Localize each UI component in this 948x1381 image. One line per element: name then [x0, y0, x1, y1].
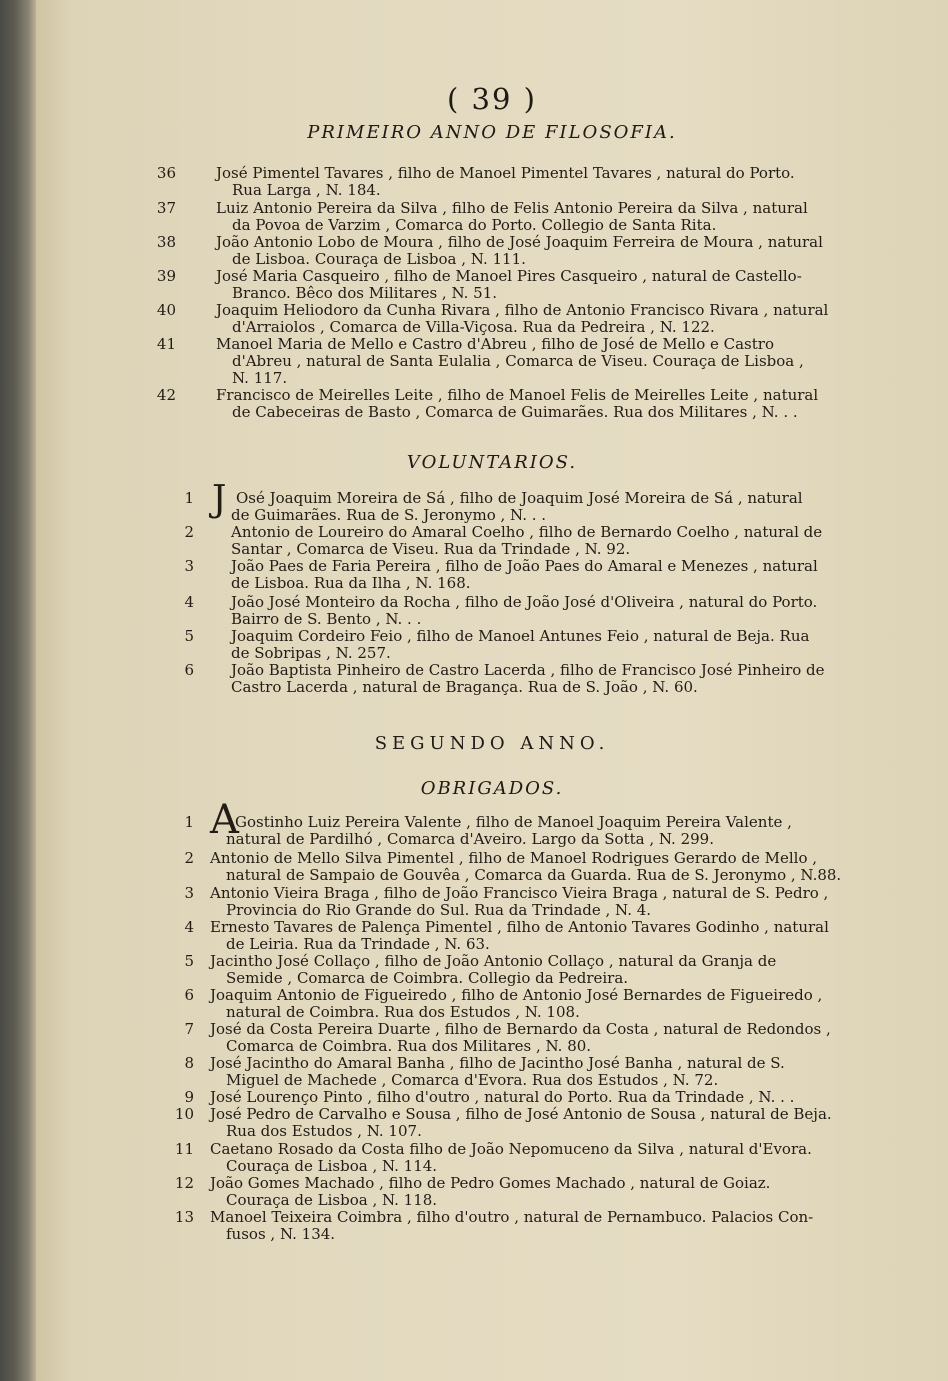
entry-number: 38: [156, 233, 176, 251]
entry-line: Castro Lacerda , natural de Bragança. Rua de S. João , N. 60.: [231, 678, 698, 696]
entry-line: Gostinho Luiz Pereira Valente , filho de Manoel Joaquim Pereira Valente ,: [235, 813, 792, 831]
entry-number: 4: [184, 593, 194, 611]
entry-number: 2: [184, 523, 194, 541]
entry-line: João Antonio Lobo de Moura , filho de José Joaquim Ferreira de Moura , natural: [216, 233, 823, 251]
entry-line: Ernesto Tavares de Palença Pimentel , filho de Antonio Tavares Godinho , natural: [210, 918, 829, 936]
entry-line: natural de Coimbra. Rua dos Estudos , N. 108.: [226, 1003, 580, 1021]
entry-line: Antonio de Mello Silva Pimentel , filho de Manoel Rodrigues Gerardo de Mello ,: [210, 849, 818, 867]
entry-line: Luiz Antonio Pereira da Silva , filho de Felis Antonio Pereira da Silva , natural: [216, 199, 808, 217]
entry-line: Antonio Vieira Braga , filho de João Francisco Vieira Braga , natural de S. Pedro ,: [210, 884, 829, 902]
entry-line: Rua Larga , N. 184.: [232, 181, 381, 199]
book-binding: [0, 0, 36, 1381]
entry-line: José Jacintho do Amaral Banha , filho de Jacintho José Banha , natural de S.: [210, 1054, 785, 1072]
entry-number: 39: [156, 267, 176, 285]
drop-cap-a: A: [210, 797, 239, 843]
entry-line: Joaquim Cordeiro Feio , filho de Manoel Antunes Feio , natural de Beja. Rua: [231, 627, 810, 645]
entry-line: Antonio de Loureiro do Amaral Coelho , filho de Bernardo Coelho , natural de: [231, 523, 823, 541]
entry-line: Jacintho José Collaço , filho de João Antonio Collaço , natural da Granja de: [210, 952, 777, 970]
entry-line: de Leiria. Rua da Trindade , N. 63.: [226, 935, 490, 953]
entry-line: Bairro de S. Bento , N. . .: [231, 610, 422, 628]
entry-number: 2: [184, 849, 194, 867]
entry-number: 3: [184, 557, 194, 575]
entry-number: 4: [184, 918, 194, 936]
entry-line: d'Arraiolos , Comarca de Villa-Viçosa. Rua da Pedreira , N. 122.: [232, 318, 715, 336]
entry-line: João Gomes Machado , filho de Pedro Gomes Machado , natural de Goiaz.: [210, 1174, 771, 1192]
entry-number: 1: [184, 813, 194, 831]
entry-number: 40: [156, 301, 176, 319]
entry-line: José Lourenço Pinto , filho d'outro , natural do Porto. Rua da Trindade , N. . .: [210, 1088, 795, 1106]
drop-cap-j: J: [212, 479, 227, 520]
subheading-obrigados: OBRIGADOS.: [420, 778, 564, 799]
entry-line: João Paes de Faria Pereira , filho de João Paes do Amaral e Menezes , natural: [231, 557, 818, 575]
entry-line: José da Costa Pereira Duarte , filho de Bernardo da Costa , natural de Redondos ,: [210, 1020, 831, 1038]
entry-line: natural de Sampaio de Gouvêa , Comarca da Guarda. Rua de S. Jeronymo , N.88.: [226, 866, 842, 884]
entry-number: 11: [174, 1140, 194, 1158]
entry-line: de Lisboa. Couraça de Lisboa , N. 111.: [232, 250, 526, 268]
entry-line: N. 117.: [232, 369, 288, 387]
entry-number: 12: [174, 1174, 194, 1192]
entry-line: d'Abreu , natural de Santa Eulalia , Comarca de Viseu. Couraça de Lisboa ,: [232, 352, 804, 370]
section-heading-primeiro-anno: PRIMEIRO ANNO DE FILOSOFIA.: [307, 122, 677, 143]
entry-number: 8: [184, 1054, 194, 1072]
entry-number: 6: [184, 986, 194, 1004]
section-heading-voluntarios: VOLUNTARIOS.: [406, 452, 578, 473]
entry-number: 6: [184, 661, 194, 679]
entry-line: Osé Joaquim Moreira de Sá , filho de Joaquim José Moreira de Sá , natural: [236, 489, 803, 507]
entry-line: José Maria Casqueiro , filho de Manoel Pires Casqueiro , natural de Castello-: [216, 267, 802, 285]
entry-line: Rua dos Estudos , N. 107.: [226, 1122, 422, 1140]
entry-number: 3: [184, 884, 194, 902]
entry-number: 41: [156, 335, 176, 353]
entry-line: Semide , Comarca de Coimbra. Collegio da Pedreira.: [226, 969, 629, 987]
entry-number: 5: [184, 952, 194, 970]
entry-line: natural de Pardilhó , Comarca d'Aveiro. Largo da Sotta , N. 299.: [226, 830, 714, 848]
entry-line: de Lisboa. Rua da Ilha , N. 168.: [231, 574, 471, 592]
entry-line: Couraça de Lisboa , N. 114.: [226, 1157, 438, 1175]
entry-line: José Pimentel Tavares , filho de Manoel Pimentel Tavares , natural do Porto.: [216, 164, 795, 182]
page-number: ( 39 ): [447, 82, 537, 116]
entry-number: 36: [156, 164, 176, 182]
book-page: [36, 0, 948, 1381]
entry-number: 7: [184, 1020, 194, 1038]
entry-line: Branco. Bêco dos Militares , N. 51.: [232, 284, 498, 302]
entry-line: Manoel Maria de Mello e Castro d'Abreu , filho de José de Mello e Castro: [216, 335, 774, 353]
entry-line: Comarca de Coimbra. Rua dos Militares , N. 80.: [226, 1037, 592, 1055]
entry-line: de Cabeceiras de Basto , Comarca de Guimarães. Rua dos Militares , N. . .: [232, 403, 798, 421]
entry-line: João Baptista Pinheiro de Castro Lacerda , filho de Francisco José Pinheiro de: [231, 661, 825, 679]
entry-line: Santar , Comarca de Viseu. Rua da Trindade , N. 92.: [231, 540, 631, 558]
entry-line: de Sobripas , N. 257.: [231, 644, 391, 662]
entry-line: Couraça de Lisboa , N. 118.: [226, 1191, 438, 1209]
entry-number: 42: [156, 386, 176, 404]
entry-number: 5: [184, 627, 194, 645]
entry-line: de Guimarães. Rua de S. Jeronymo , N. . .: [231, 506, 547, 524]
entry-line: João José Monteiro da Rocha , filho de João José d'Oliveira , natural do Porto.: [231, 593, 818, 611]
entry-number: 13: [174, 1208, 194, 1226]
entry-line: Miguel de Machede , Comarca d'Evora. Rua dos Estudos , N. 72.: [226, 1071, 719, 1089]
entry-line: Joaquim Heliodoro da Cunha Rivara , filho de Antonio Francisco Rivara , natural: [216, 301, 829, 319]
entry-number: 37: [156, 199, 176, 217]
entry-line: José Pedro de Carvalho e Sousa , filho de José Antonio de Sousa , natural de Beja.: [210, 1105, 832, 1123]
section-heading-segundo-anno: SEGUNDO ANNO.: [374, 733, 610, 754]
entry-line: da Povoa de Varzim , Comarca do Porto. Collegio de Santa Rita.: [232, 216, 717, 234]
entry-line: Manoel Teixeira Coimbra , filho d'outro , natural de Pernambuco. Palacios Con-: [210, 1208, 814, 1226]
entry-number: 10: [174, 1105, 194, 1123]
entry-number: 9: [184, 1088, 194, 1106]
entry-line: Provincia do Rio Grande do Sul. Rua da Trindade , N. 4.: [226, 901, 652, 919]
entry-line: Francisco de Meirelles Leite , filho de Manoel Felis de Meirelles Leite , natural: [216, 386, 819, 404]
entry-line: Caetano Rosado da Costa filho de João Nepomuceno da Silva , natural d'Evora.: [210, 1140, 812, 1158]
entry-number: 1: [184, 489, 194, 507]
entry-line: Joaquim Antonio de Figueiredo , filho de Antonio José Bernardes de Figueiredo ,: [210, 986, 823, 1004]
entry-line: fusos , N. 134.: [226, 1225, 336, 1243]
